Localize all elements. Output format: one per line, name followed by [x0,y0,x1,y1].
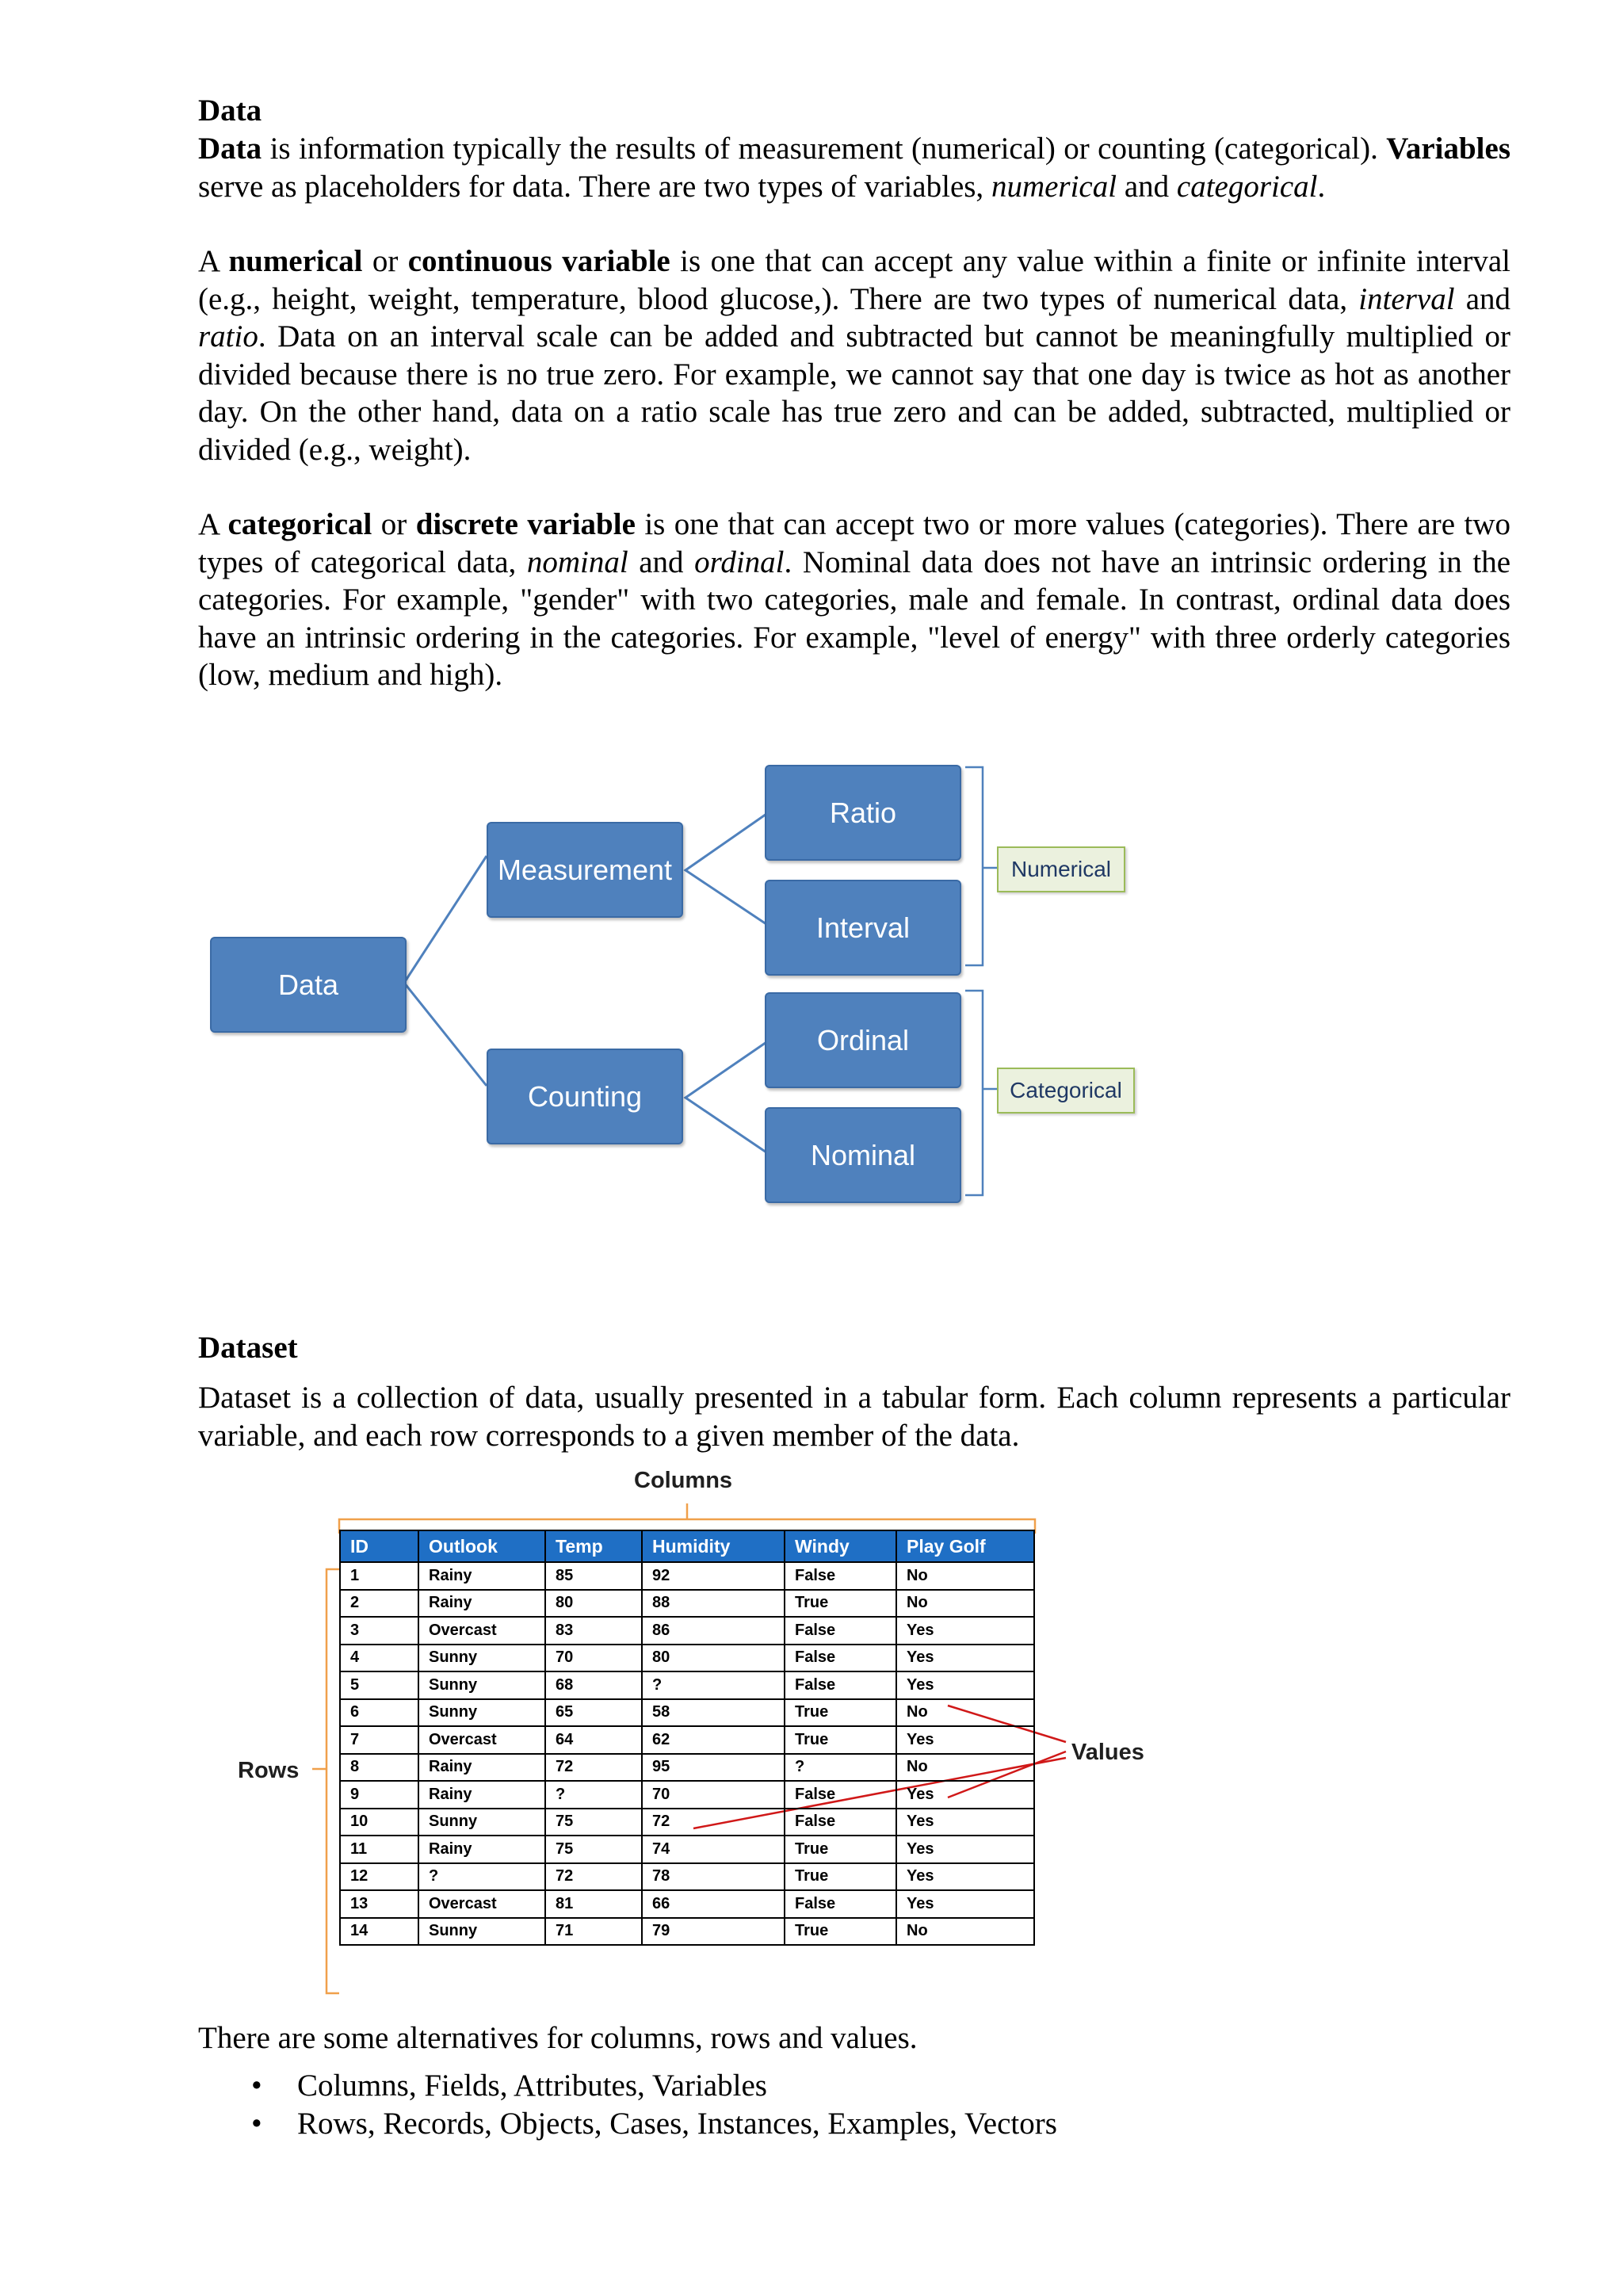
table-cell: 10 [340,1809,418,1836]
table-row [340,1754,1034,1782]
table-cell: 9 [340,1781,418,1809]
group-label-categorical: Categorical [997,1068,1135,1114]
table-cell: Yes [896,1726,1034,1754]
table-cell: 1 [340,1562,418,1590]
table-cell: True [785,1590,896,1618]
list-item: • Columns, Fields, Attributes, Variables [198,2067,1057,2105]
table-cell: Sunny [418,1645,545,1672]
table-cell: False [785,1781,896,1809]
table-cell: 85 [545,1562,642,1590]
table-row [340,1645,1034,1672]
table-cell: No [896,1590,1034,1618]
diagram-box-nominal: Nominal [765,1107,961,1203]
table-cell: Yes [896,1836,1034,1863]
alternatives-list [198,2067,1057,2143]
table-cell: 68 [545,1671,642,1699]
table-cell: No [896,1754,1034,1782]
table-cell: Overcast [418,1890,545,1918]
table-cell: Sunny [418,1699,545,1727]
table-cell: False [785,1645,896,1672]
table-cell: ? [642,1671,785,1699]
table-cell: Yes [896,1645,1034,1672]
table-row [340,1781,1034,1809]
table-cell: ? [545,1781,642,1809]
diagram-box-interval: Interval [765,880,961,976]
column-header-id: ID [340,1530,418,1562]
connector-counting [685,1041,769,1154]
table-cell: Sunny [418,1918,545,1946]
section-heading-dataset: Dataset [198,1331,298,1365]
table-row [340,1562,1034,1590]
table-cell: Yes [896,1781,1034,1809]
alternatives-paragraph: There are some alternatives for columns, rows and values. [198,2021,918,2055]
table-row [340,1890,1034,1918]
table-cell: 8 [340,1754,418,1782]
table-cell: 75 [545,1809,642,1836]
table-cell: 12 [340,1863,418,1891]
table-cell: Yes [896,1863,1034,1891]
table-row [340,1918,1034,1946]
table-row [340,1726,1034,1754]
table-cell: 81 [545,1890,642,1918]
numerical-bracket [965,767,983,965]
table-cell: 80 [545,1590,642,1618]
table-cell: 72 [642,1809,785,1836]
table-cell: True [785,1836,896,1863]
table-row [340,1617,1034,1645]
table-cell: 72 [545,1863,642,1891]
table-cell: 88 [642,1590,785,1618]
table-row [340,1590,1034,1618]
table-cell: 14 [340,1918,418,1946]
table-cell: Rainy [418,1781,545,1809]
table-cell: True [785,1918,896,1946]
table-cell: No [896,1918,1034,1946]
table-cell: Rainy [418,1754,545,1782]
table-cell: Sunny [418,1671,545,1699]
connector-measurement [685,812,769,926]
table-header-row [340,1530,1034,1562]
diagram-box-measurement: Measurement [487,822,683,918]
paragraph-data-definition: Data is information typically the results of measurement (numerical) or counting (categorical). Variables serve as placeholders for data. There are two types of variables, numerical and categorical. [198,132,1510,204]
table-cell: Yes [896,1890,1034,1918]
table-cell: 70 [642,1781,785,1809]
table-cell: Sunny [418,1809,545,1836]
group-label-numerical: Numerical [997,846,1125,892]
column-header-humidity: Humidity [642,1530,785,1562]
table-cell: 70 [545,1645,642,1672]
table-cell: 5 [340,1671,418,1699]
table-cell: 66 [642,1890,785,1918]
column-header-outlook: Outlook [418,1530,545,1562]
term-data: Data [198,132,262,166]
connector-data [404,856,487,1086]
paragraph-categorical-variable: A categorical or discrete variable is one that can accept two or more values (categories). There are two types of categorical data, nominal and ordinal. Nominal data does not have an intrinsic ordering in the categories. For example, "gender" with two categories, male and female. In contrast, ordinal data does have an intrinsic ordering in the categories. For example, "level of energy" with three orderly categories (low, medium and high). [198,507,1511,692]
table-cell: True [785,1699,896,1727]
paragraph-dataset-definition: Dataset is a collection of data, usually presented in a tabular form. Each column represents a particular variable, and each row corresponds to a given member of the data. [198,1381,1510,1453]
table-cell: No [896,1562,1034,1590]
dataset-table [339,1530,1035,1946]
table-cell: Overcast [418,1617,545,1645]
rows-label: Rows [238,1758,300,1783]
table-cell: Rainy [418,1562,545,1590]
table-row [340,1809,1034,1836]
column-header-temp: Temp [545,1530,642,1562]
table-cell: 58 [642,1699,785,1727]
table-cell: False [785,1617,896,1645]
diagram-box-ratio: Ratio [765,765,961,861]
table-cell: False [785,1809,896,1836]
table-cell: 2 [340,1590,418,1618]
table-cell: Rainy [418,1836,545,1863]
table-cell: 11 [340,1836,418,1863]
columns-label: Columns [634,1468,733,1493]
table-cell: True [785,1863,896,1891]
table-cell: False [785,1562,896,1590]
table-row [340,1671,1034,1699]
section-heading-data: Data [198,94,262,128]
table-cell: 80 [642,1645,785,1672]
table-cell: 65 [545,1699,642,1727]
table-row [340,1699,1034,1727]
table-cell: 64 [545,1726,642,1754]
table-cell: True [785,1726,896,1754]
data-section [198,92,1510,694]
table-cell: 78 [642,1863,785,1891]
table-cell: No [896,1699,1034,1727]
categorical-bracket [965,991,983,1195]
table-cell: Yes [896,1809,1034,1836]
table-cell: Overcast [418,1726,545,1754]
dataset-section [198,1329,1510,1454]
table-cell: 6 [340,1699,418,1727]
table-row [340,1836,1034,1863]
diagram-box-data: Data [210,937,407,1033]
list-item: • Rows, Records, Objects, Cases, Instances, Examples, Vectors [198,2105,1057,2143]
diagram-box-counting: Counting [487,1049,683,1144]
paragraph-numerical-variable: A numerical or continuous variable is one that can accept any value within a finite or infinite interval (e.g., height, weight, temperature, blood glucose,). There are two types of numerical data, interval and ratio. Data on an interval scale can be added and subtracted but cannot be meaningfully multiplied or divided because there is no true zero. For example, we cannot say that one day is twice as hot as another day. On the other hand, data on a ratio scale has true zero and can be added, subtracted, multiplied or divided (e.g., weight). [198,244,1510,467]
term-variables: Variables [1386,132,1510,166]
table-cell: 71 [545,1918,642,1946]
table-cell: 79 [642,1918,785,1946]
table-cell: 62 [642,1726,785,1754]
table-cell: Rainy [418,1590,545,1618]
column-header-windy: Windy [785,1530,896,1562]
table-cell: 95 [642,1754,785,1782]
table-cell: Yes [896,1617,1034,1645]
alternatives-intro [198,2019,1510,2057]
table-cell: 75 [545,1836,642,1863]
table-cell: 7 [340,1726,418,1754]
table-cell: 4 [340,1645,418,1672]
rows-bracket [327,1569,339,1993]
table-body [340,1562,1034,1945]
values-label: Values [1071,1740,1144,1765]
column-header-play-golf: Play Golf [896,1530,1034,1562]
table-cell: 13 [340,1890,418,1918]
table-cell: 3 [340,1617,418,1645]
table-cell: 86 [642,1617,785,1645]
table-cell: Yes [896,1671,1034,1699]
table-cell: 92 [642,1562,785,1590]
table-cell: False [785,1890,896,1918]
table-cell: ? [418,1863,545,1891]
table-row [340,1863,1034,1891]
diagram-box-ordinal: Ordinal [765,992,961,1088]
table-cell: ? [785,1754,896,1782]
table-cell: 72 [545,1754,642,1782]
table-cell: 83 [545,1617,642,1645]
table-cell: 74 [642,1836,785,1863]
table-cell: False [785,1671,896,1699]
